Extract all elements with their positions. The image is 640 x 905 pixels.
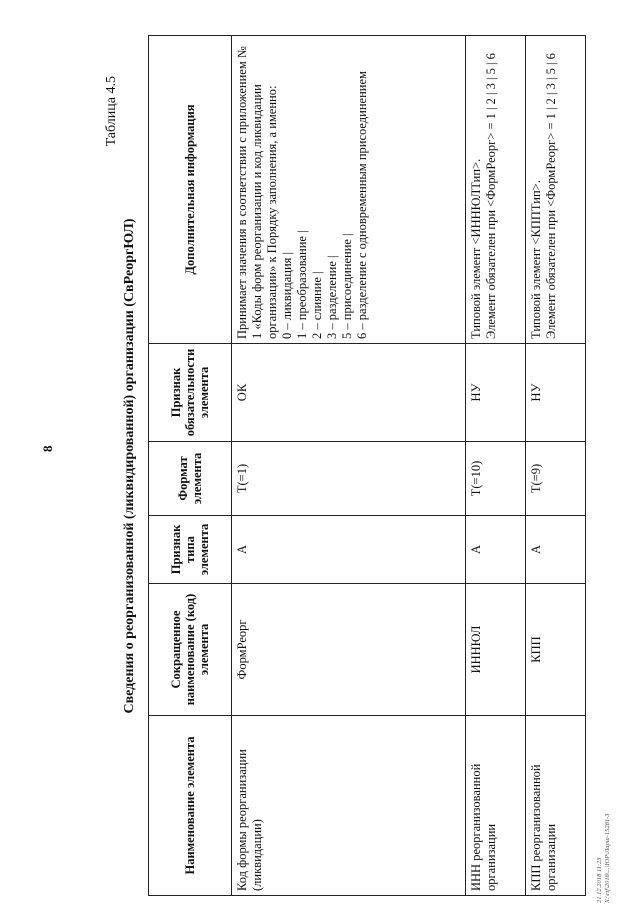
imprint-path: X:\rtf\2018\...\ЮР\Ларш-15281-3 bbox=[603, 813, 611, 903]
cell-name: КПП реорганизованной организации bbox=[525, 716, 585, 896]
cell-required: НУ bbox=[525, 344, 585, 442]
table-title: Сведения о реорганизованной (ликвидированной) организации (СвРеоргЮЛ) bbox=[122, 218, 137, 714]
cell-format: T(=10) bbox=[465, 442, 525, 516]
header-type: Признак типа элемента bbox=[149, 516, 232, 584]
table-row bbox=[232, 36, 466, 896]
cell-required: НУ bbox=[465, 344, 525, 442]
spec-table bbox=[148, 35, 586, 896]
info-line: 3 – разделение | bbox=[325, 255, 339, 339]
cell-type: А bbox=[525, 516, 585, 584]
rotated-table-page bbox=[100, 36, 620, 896]
info-line: 2 – слияние | bbox=[310, 271, 324, 339]
header-format: Формат элемента bbox=[149, 442, 232, 516]
cell-format: T(=9) bbox=[525, 442, 585, 516]
page-number: 8 bbox=[40, 445, 55, 452]
cell-info bbox=[465, 36, 525, 344]
cell-type: А bbox=[465, 516, 525, 584]
info-line: Типовой элемент <КППТип>. bbox=[528, 180, 543, 339]
info-line: 6 – разделение с одновременным присоединением bbox=[355, 71, 369, 339]
header-required: Признак обязательности элемента bbox=[149, 344, 232, 442]
cell-short-name: ФормРеорг bbox=[232, 584, 466, 716]
cell-short-name: КПП bbox=[525, 584, 585, 716]
info-line: 0 – ликвидация | bbox=[280, 251, 294, 339]
header-name: Наименование элемента bbox=[149, 716, 232, 896]
cell-info bbox=[232, 36, 466, 344]
table-label: Таблица 4.5 bbox=[104, 76, 119, 147]
cell-format: T(=1) bbox=[232, 442, 466, 516]
info-line: Элемент обязателен при <ФормРеорг> = 1 | 2 | 3 | 5 | 6 bbox=[483, 53, 498, 339]
cell-info bbox=[525, 36, 585, 344]
cell-name: ИНН реорганизованной организации bbox=[465, 716, 525, 896]
cell-short-name: ИННЮЛ bbox=[465, 584, 525, 716]
info-line: Элемент обязателен при <ФормРеорг> = 1 | 2 | 3 | 5 | 6 bbox=[543, 53, 558, 339]
table-row bbox=[465, 36, 525, 896]
info-line: 5 – присоединение | bbox=[340, 233, 354, 339]
table-header-row bbox=[149, 36, 232, 896]
table-row bbox=[525, 36, 585, 896]
cell-required: ОК bbox=[232, 344, 466, 442]
info-line: 1 – преобразование | bbox=[295, 230, 309, 339]
imprint-timestamp: 21.12.2018 11:23 bbox=[596, 857, 603, 903]
info-line: Принимает значения в соответствии с приложением № 1 «Коды форм реорганизации и код ликвидации организации» к Порядку заполнения, а именно: bbox=[235, 46, 279, 339]
cell-type: А bbox=[232, 516, 466, 584]
cell-name: Код формы реорганизации (ликвидации) bbox=[232, 716, 466, 896]
header-short-name: Сокращенное наименование (код) элемента bbox=[149, 584, 232, 716]
header-info: Дополнительная информация bbox=[149, 36, 232, 344]
info-line: Типовой элемент <ИННЮЛТип>. bbox=[468, 158, 483, 339]
